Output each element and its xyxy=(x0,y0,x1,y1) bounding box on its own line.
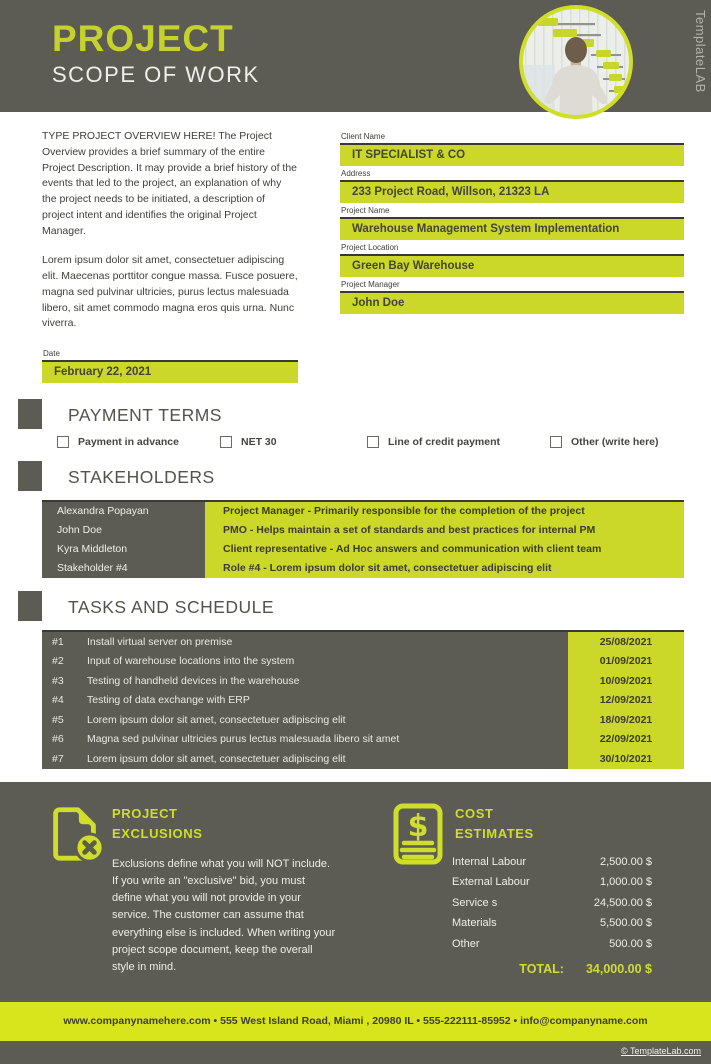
stakeholder-row xyxy=(42,521,684,540)
stakeholders-table xyxy=(42,500,684,578)
header-band xyxy=(0,0,711,112)
cost-row xyxy=(452,897,652,909)
cost-row xyxy=(452,876,652,888)
svg-text:$: $ xyxy=(407,808,429,844)
task-description: Lorem ipsum dolor sit amet, consectetuer adipiscing elit xyxy=(87,752,346,765)
project-name-group xyxy=(340,206,684,240)
cost-value: 24,500.00 $ xyxy=(593,896,652,909)
stakeholder-role: Client representative - Ad Hoc answers and communication with client team xyxy=(205,540,684,559)
address-field[interactable]: 233 Project Road, Willson, 21323 LA xyxy=(340,180,684,203)
section-marker xyxy=(18,461,42,491)
stakeholder-role: PMO - Helps maintain a set of standards and best practices for internal PM xyxy=(205,521,684,540)
section-marker xyxy=(18,591,42,621)
cost-label: Materials xyxy=(452,917,497,929)
task-number: #1 xyxy=(52,635,64,648)
project-location-group xyxy=(340,243,684,277)
task-date: 01/09/2021 xyxy=(568,652,684,672)
address-label: Address xyxy=(341,169,371,178)
client-name-label: Client Name xyxy=(341,132,386,141)
project-manager-field[interactable]: John Doe xyxy=(340,291,684,314)
tasks-heading xyxy=(18,591,711,621)
cost-row xyxy=(452,856,652,868)
gantt-man-photo xyxy=(517,3,635,121)
checkbox-net-30[interactable] xyxy=(220,436,232,448)
exclusions-body: Exclusions define what you will NOT include. If you write an "exclusive" bid, you must define what you will not provide in your service. The customer can assume that everything else is included. When writing your project scope document, keep the overall style in mind. xyxy=(112,857,336,974)
client-name-group xyxy=(340,132,684,166)
task-description: Install virtual server on premise xyxy=(87,635,233,648)
cost-row xyxy=(452,917,652,929)
cost-row xyxy=(452,938,652,950)
doc-subtitle: SCOPE OF WORK xyxy=(52,61,260,87)
cost-list xyxy=(452,856,652,976)
date-label: Date xyxy=(43,349,60,358)
stakeholder-name: Stakeholder #4 xyxy=(42,559,205,578)
overview-column xyxy=(42,129,298,386)
costs-title-line2: ESTIMATES xyxy=(455,825,534,841)
task-row xyxy=(42,632,684,652)
task-date: 22/09/2021 xyxy=(568,730,684,750)
task-number: #7 xyxy=(52,752,64,765)
payment-terms-heading xyxy=(18,399,711,429)
cost-total-value: 34,000.00 $ xyxy=(585,961,652,976)
task-row xyxy=(42,671,684,691)
task-number: #6 xyxy=(52,733,64,745)
task-row xyxy=(42,730,684,750)
stakeholders-heading xyxy=(18,461,711,491)
checkbox-payment-in-advance[interactable] xyxy=(57,436,69,448)
cost-label: Other xyxy=(452,937,480,950)
templatelab-vertical-logo: TemplateLAB xyxy=(693,10,708,93)
payment-options-row xyxy=(57,436,711,448)
task-date: 25/08/2021 xyxy=(568,632,684,652)
task-number: #3 xyxy=(52,674,64,687)
tasks-table xyxy=(42,630,684,769)
client-fields-column xyxy=(340,129,684,386)
bottom-panel xyxy=(0,782,711,1002)
cost-total-label: TOTAL: xyxy=(519,961,564,976)
overview-paragraph-1: TYPE PROJECT OVERVIEW HERE! The Project Overview provides a brief summary of the entire Project Description. It may provide a brief history of the events that led to the project, an explanation of why the project needs to be initiated, a description of project intent and identifies the original Project Manager. xyxy=(42,130,298,237)
stakeholder-row xyxy=(42,540,684,559)
payment-terms-title: PAYMENT TERMS xyxy=(68,405,222,425)
task-description: Testing of handheld devices in the warehouse xyxy=(87,674,300,687)
intro-row xyxy=(42,129,684,386)
checkbox-label: NET 30 xyxy=(241,436,277,448)
cost-value: 2,500.00 $ xyxy=(600,855,652,868)
payment-option-credit[interactable] xyxy=(367,436,550,448)
stakeholder-role: Project Manager - Primarily responsible for the completion of the project xyxy=(205,502,684,521)
stakeholder-name: Alexandra Popayan xyxy=(42,502,205,521)
costs-title-line1: COST xyxy=(455,805,494,821)
title-block xyxy=(52,20,260,88)
date-value-field[interactable]: February 22, 2021 xyxy=(42,360,298,383)
cost-label: Service s xyxy=(452,896,498,909)
checkbox-line-of-credit[interactable] xyxy=(367,436,379,448)
cost-value: 5,500.00 $ xyxy=(600,917,652,929)
project-location-field[interactable]: Green Bay Warehouse xyxy=(340,254,684,277)
header-photo xyxy=(517,3,635,121)
task-date: 10/09/2021 xyxy=(568,671,684,691)
task-description: Input of warehouse locations into the system xyxy=(87,655,295,667)
checkbox-label: Line of credit payment xyxy=(388,436,501,448)
stakeholders-title: STAKEHOLDERS xyxy=(68,467,215,487)
exclusions-title-line1: PROJECT xyxy=(112,805,178,821)
stakeholder-role: Role #4 - Lorem ipsum dolor sit amet, consectetuer adipiscing elit xyxy=(205,559,684,578)
task-description: Testing of data exchange with ERP xyxy=(87,694,250,706)
project-name-label: Project Name xyxy=(341,206,390,215)
templatelab-link[interactable]: © TemplateLab.com xyxy=(620,1045,701,1056)
checkbox-other[interactable] xyxy=(550,436,562,448)
exclusions-title-line2: EXCLUSIONS xyxy=(112,825,203,841)
doc-title: PROJECT xyxy=(52,18,234,59)
task-number: #5 xyxy=(52,713,64,726)
document-x-icon xyxy=(44,802,106,864)
cost-value: 1,000.00 $ xyxy=(600,876,652,888)
payment-option-advance[interactable] xyxy=(57,436,220,448)
task-number: #4 xyxy=(52,694,64,706)
task-number: #2 xyxy=(52,655,64,667)
dollar-stack-icon xyxy=(386,802,450,866)
project-manager-group xyxy=(340,280,684,314)
task-description: Lorem ipsum dolor sit amet, consectetuer adipiscing elit xyxy=(87,713,346,726)
date-field-group xyxy=(42,346,298,383)
task-row xyxy=(42,749,684,769)
exclusions-title xyxy=(112,804,203,844)
cost-label: External Labour xyxy=(452,876,530,888)
project-name-field[interactable]: Warehouse Management System Implementation xyxy=(340,217,684,240)
stakeholder-name: Kyra Middleton xyxy=(42,540,205,559)
overview-paragraph-2: Lorem ipsum dolor sit amet, consectetuer adipiscing elit. Maecenas porttitor congue massa. Fusce posuere, magna sed pulvinar ultricies, purus lectus malesuada libero, sit amet commodo magna eros quis urna. Nunc viverra. xyxy=(42,254,298,330)
project-location-label: Project Location xyxy=(341,243,399,252)
project-manager-label: Project Manager xyxy=(341,280,400,289)
task-row xyxy=(42,652,684,672)
contact-footer: www.companynamehere.com • 555 West Island Road, Miami , 20980 IL • 555-222111-85952 • info@companyname.com xyxy=(0,1002,711,1041)
client-name-field[interactable]: IT SPECIALIST & CO xyxy=(340,143,684,166)
task-row xyxy=(42,691,684,711)
payment-option-net30[interactable] xyxy=(220,436,367,448)
cost-total-row xyxy=(452,962,652,976)
task-date: 12/09/2021 xyxy=(568,691,684,711)
checkbox-label: Payment in advance xyxy=(78,436,179,448)
stakeholder-row xyxy=(42,559,684,578)
task-description: Magna sed pulvinar ultricies purus lectus malesuada libero sit amet xyxy=(87,733,400,745)
task-row xyxy=(42,710,684,730)
payment-option-other[interactable] xyxy=(550,436,659,448)
cost-value: 500.00 $ xyxy=(609,937,652,950)
bottom-strip xyxy=(0,1041,711,1064)
costs-title xyxy=(455,804,534,844)
section-marker xyxy=(18,399,42,429)
task-date: 18/09/2021 xyxy=(568,710,684,730)
task-date: 30/10/2021 xyxy=(568,749,684,769)
stakeholder-name: John Doe xyxy=(42,521,205,540)
address-group xyxy=(340,169,684,203)
tasks-title: TASKS AND SCHEDULE xyxy=(68,597,275,617)
stakeholder-row xyxy=(42,502,684,521)
checkbox-label: Other (write here) xyxy=(571,436,659,448)
cost-label: Internal Labour xyxy=(452,855,526,868)
